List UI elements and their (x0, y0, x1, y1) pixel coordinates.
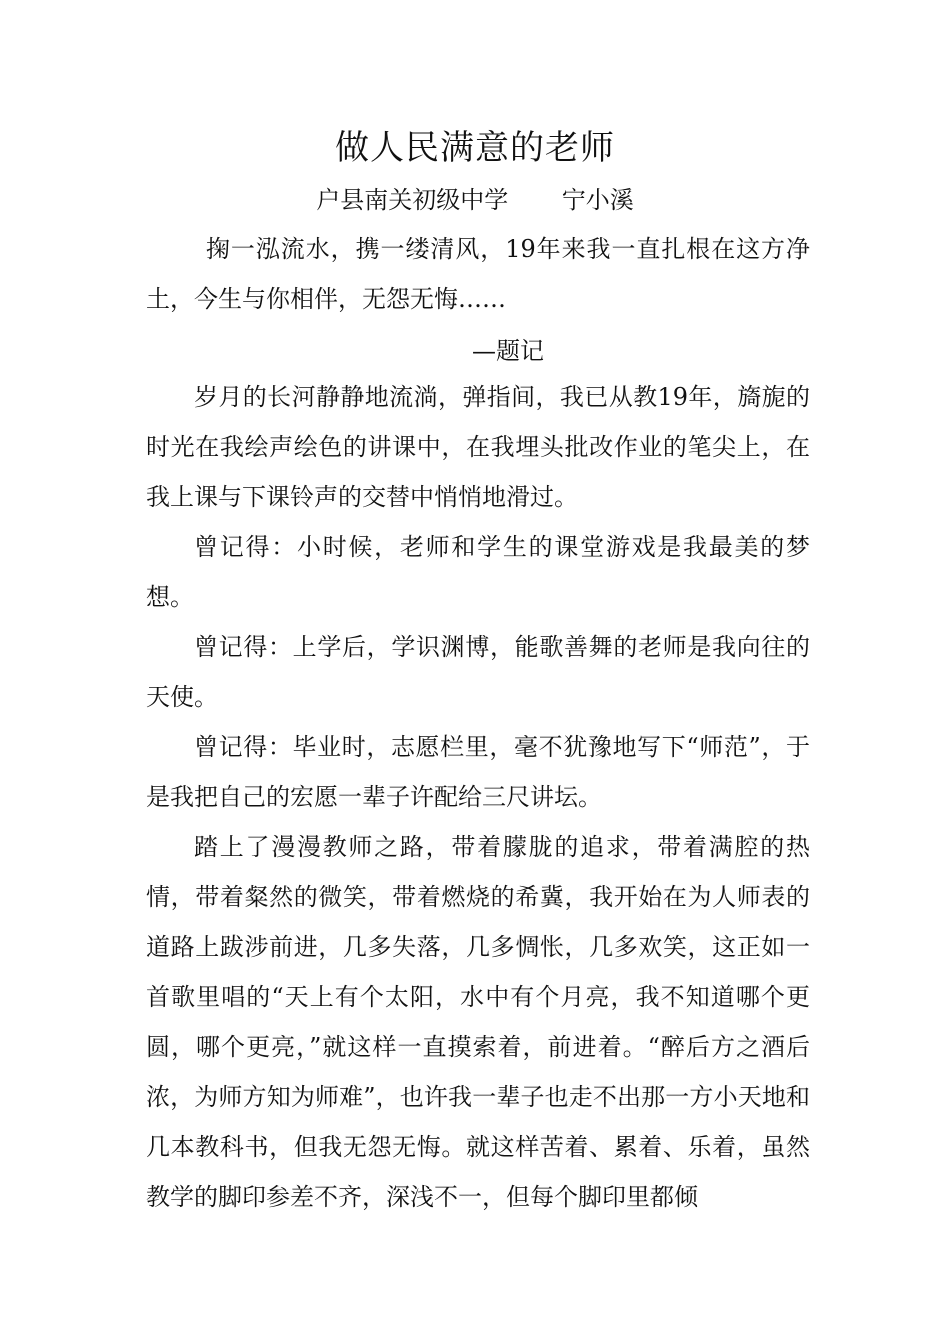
author-byline: 户县南关初级中学 宁小溪 (316, 186, 634, 214)
epigraph: 掬一泓流水，携一缕清风，19年来我一直扎根在这方净土，今生与你相伴，无怨无悔…… (146, 235, 810, 313)
body-text (146, 372, 810, 1222)
paragraph: 曾记得：上学后，学识渊博，能歌善舞的老师是我向往的天使。 (146, 633, 810, 711)
document-title: 做人民满意的老师 (335, 128, 615, 168)
paragraph: 踏上了漫漫教师之路，带着朦胧的追求，带着满腔的热情，带着粲然的微笑，带着燃烧的希冀，我开始在为人师表的道路上跋涉前进，几多失落，几多惆怅，几多欢笑，这正如一首歌里唱的“天上有个太阳，水中有个月亮，我不知道哪个更圆，哪个更亮，”就这样一直摸索着，前进着。“醉后方之酒后浓，为师方知为师难”，也许我一辈子也走不出那一方小天地和几本教科书，但我无怨无悔。就这样苦着、累着、乐着，虽然教学的脚印参差不齐，深浅不一，但每个脚印里都倾 (146, 833, 810, 1211)
paragraph: 曾记得：毕业时，志愿栏里，毫不犹豫地写下“师范”，于是我把自己的宏愿一辈子许配给三尺讲坛。 (146, 733, 810, 811)
paragraph: 岁月的长河静静地流淌，弹指间，我已从教19年，旖旎的时光在我绘声绘色的讲课中，在我埋头批改作业的笔尖上，在我上课与下课铃声的交替中悄悄地滑过。 (146, 383, 810, 511)
paragraph: 曾记得：小时候，老师和学生的课堂游戏是我最美的梦想。 (146, 533, 810, 611)
epigraph-attribution: —题记 (472, 337, 544, 365)
